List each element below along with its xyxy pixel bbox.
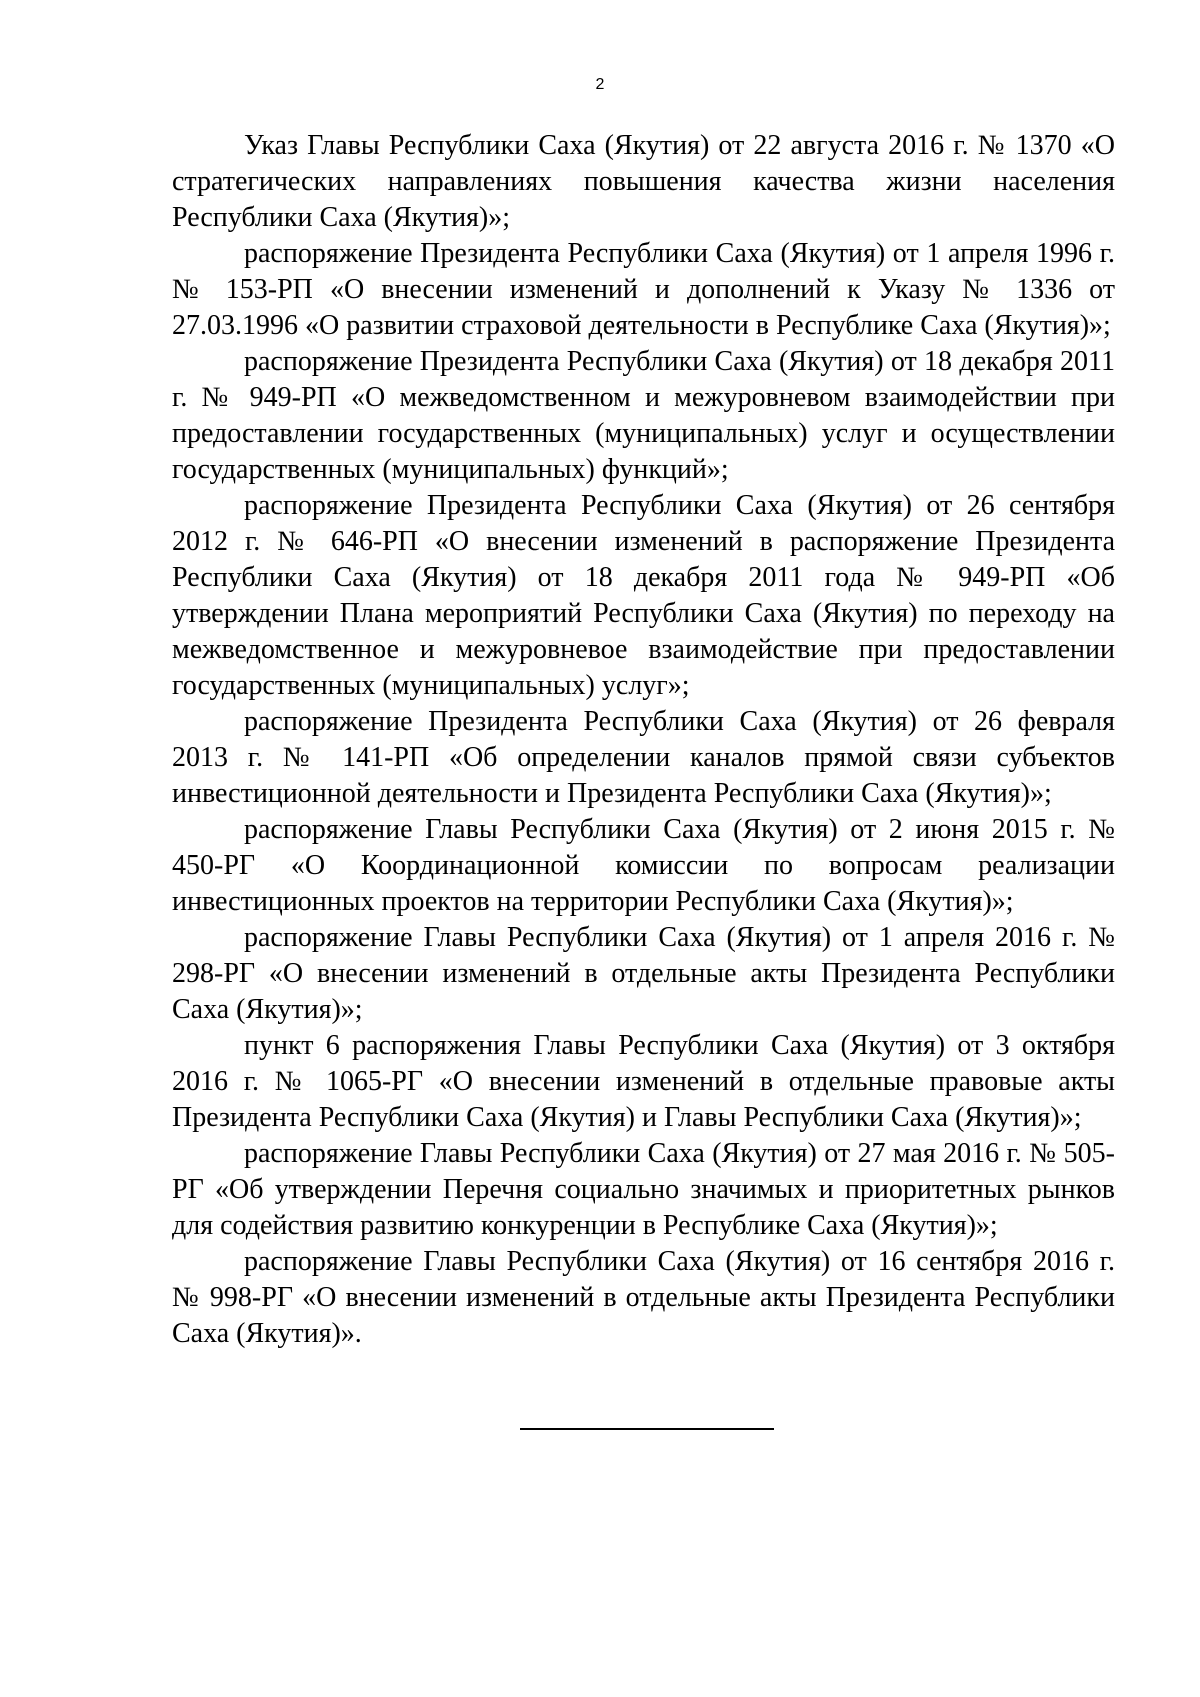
document-paragraph: распоряжение Президента Республики Саха (Якутия) от 18 декабря 2011 г. № 949-РП «О межведомственном и межуровневом взаимодействии при предоставлении государственных (муниципальных) услуг и осуществлении государственных (муниципальных) функций»;	[172, 346, 1115, 485]
document-paragraph: распоряжение Главы Республики Саха (Якутия) от 16 сентября 2016 г. № 998-РГ «О внесении изменений в отдельные акты Президента Республики Саха (Якутия)».	[172, 1246, 1115, 1349]
document-paragraph: распоряжение Президента Республики Саха (Якутия) от 26 февраля 2013 г. № 141-РП «Об определении каналов прямой связи субъектов инвестиционной деятельности и Президента Республики Саха (Якутия)»;	[172, 706, 1115, 809]
document-body	[172, 128, 1115, 1352]
end-of-document-rule	[520, 1428, 774, 1430]
document-paragraph: распоряжение Главы Республики Саха (Якутия) от 27 мая 2016 г. № 505-РГ «Об утверждении Перечня социально значимых и приоритетных рынков для содействия развитию конкуренции в Республике Саха (Якутия)»;	[172, 1138, 1115, 1241]
page-number: 2	[595, 76, 605, 93]
document-paragraph: пункт 6 распоряжения Главы Республики Саха (Якутия) от 3 октября 2016 г. № 1065-РГ «О внесении изменений в отдельные правовые акты Президента Республики Саха (Якутия) и Главы Республики Саха (Якутия)»;	[172, 1030, 1115, 1133]
document-paragraph: распоряжение Президента Республики Саха (Якутия) от 1 апреля 1996 г. № 153-РП «О внесении изменений и дополнений к Указу № 1336 от 27.03.1996 «О развитии страховой деятельности в Республике Саха (Якутия)»;	[172, 238, 1115, 341]
document-paragraph: Указ Главы Республики Саха (Якутия) от 22 августа 2016 г. № 1370 «О стратегических направлениях повышения качества жизни населения Республики Саха (Якутия)»;	[172, 130, 1115, 233]
document-paragraph: распоряжение Главы Республики Саха (Якутия) от 1 апреля 2016 г. № 298-РГ «О внесении изменений в отдельные акты Президента Республики Саха (Якутия)»;	[172, 922, 1115, 1025]
document-paragraph: распоряжение Главы Республики Саха (Якутия) от 2 июня 2015 г. № 450-РГ «О Координационной комиссии по вопросам реализации инвестиционных проектов на территории Республики Саха (Якутия)»;	[172, 814, 1115, 917]
document-paragraph: распоряжение Президента Республики Саха (Якутия) от 26 сентября 2012 г. № 646-РП «О внесении изменений в распоряжение Президента Республики Саха (Якутия) от 18 декабря 2011 года № 949-РП «Об утверждении Плана мероприятий Республики Саха (Якутия) по переходу на межведомственное и межуровневое взаимодействие при предоставлении государственных (муниципальных) услуг»;	[172, 490, 1115, 701]
